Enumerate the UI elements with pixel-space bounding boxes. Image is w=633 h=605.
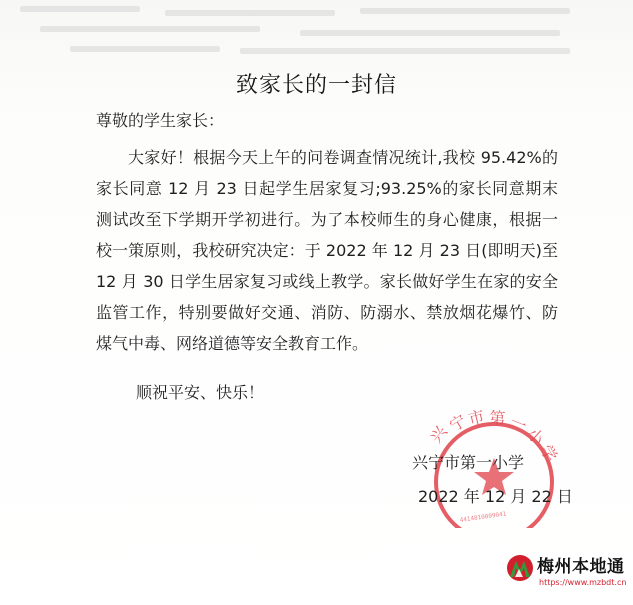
mountain-m-logo-icon [506,554,534,582]
svg-text:宁: 宁 [446,410,470,436]
letter-body: 大家好！根据今天上午的问卷调查情况统计,我校 95.42%的家长同意 12 月 23 日起学生居家复习;93.25%的家长同意期末测试改至下学期开学初进行。为了本校师生的身心健康，根据一校一策原则，我校研究决定：于 2022 年 12 月 23 日(即明天)至 12 月 30 日学生居家复习或线上教学。家长做好学生在家的安全监管工作，特别要做好交通、消防、防溺水、禁放烟花爆竹、防煤气中毒、网络道德等安全教育工作。 [96,148,558,353]
signature-date: 2022 年 12 月 22 日 [418,487,573,506]
salutation: 尊敬的学生家长： [96,111,225,130]
svg-text:小: 小 [523,423,548,449]
watermark-url[interactable]: https://www.mzbdt.cn [539,578,627,587]
svg-text:一: 一 [507,412,530,436]
svg-text:4414810009041: 4414810009041 [459,510,507,524]
svg-text:第: 第 [488,408,507,429]
letter-title: 致家长的一封信 [235,73,397,98]
svg-text:学: 学 [536,441,561,465]
site-watermark[interactable] [504,551,629,599]
closing-line: 顺祝平安、快乐！ [136,383,265,402]
signature-school: 兴宁市第一小学 [412,453,525,472]
svg-text:市: 市 [466,406,487,429]
faded-background-text [0,0,633,62]
watermark-name: 梅州本地通 [537,557,625,577]
svg-text:兴: 兴 [426,422,452,447]
